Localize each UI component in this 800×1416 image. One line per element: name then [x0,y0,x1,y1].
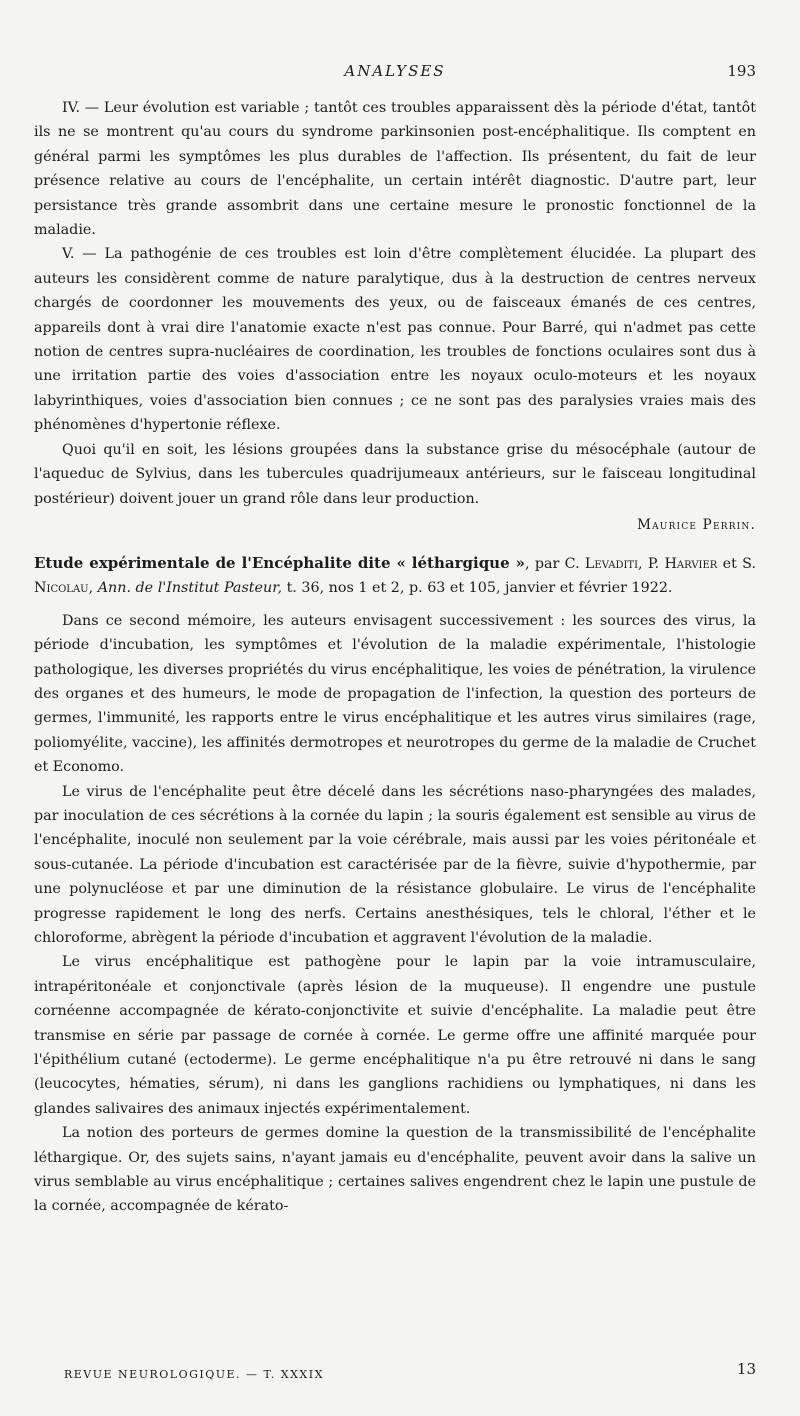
page-number: 193 [727,62,756,80]
author-nicolau: S. Nicolau, [34,555,756,597]
author-levaditi: C. Levaditi, [564,555,643,572]
paragraph-iv: IV. — Leur évolution est variable ; tantôt ces troubles apparaissent dès la période d'état, tantôt ils ne se montrent qu'au cours du syndrome parkinsonien post-encéphalitique. Ils comptent en général parmi les symptômes les plus durables de l'affection. Ils présentent, du fait de leur présence relative au cours de l'encéphalite, un certain intérêt diagnostic. D'autre part, leur persistance très grande assombrit dans une certaine mesure le pronostic fonctionnel de la maladie. [34,100,756,239]
abstract-paragraph-2: Le virus de l'encéphalite peut être décelé dans les sécrétions naso-pharyngées des malades, par inoculation de ces sécrétions à la cornée du lapin ; la souris également est sensible au virus de l'encéphalite, inoculé non seulement par la voie cérébrale, mais aussi par les voies péritonéale et sous-cutanée. La période d'incubation est caractérisée par de la fièvre, suivie d'hypothermie, par une polynucléose et par une diminution de la résistance globulaire. Le virus de l'encéphalite progresse rapidement le long des nerfs. Certains anesthésiques, tels le chloral, l'éther et le chloroforme, abrègent la période d'incubation et aggravent l'évolution de la maladie. [34,783,756,946]
page [34,0,756,1416]
abstract-paragraph-4: La notion des porteurs de germes domine la question de la transmissibilité de l'encéphalite léthargique. Or, des sujets sains, n'ayant jamais eu d'encéphalite, peuvent avoir dans la salive un virus semblable au virus encéphalitique ; certaines salives engendrent chez le lapin une pustule de la cornée, accompagnée de kérato- [34,1125,756,1215]
signature-mark: 13 [736,1360,756,1378]
journal-footer: REVUE NEUROLOGIQUE. — T. XXXIX [64,1368,324,1381]
running-title: ANALYSES [344,62,446,80]
journal-name: Ann. de l'Institut Pasteur, [97,580,283,597]
review-signature: Maurice Perrin. [637,516,756,533]
running-header [34,0,756,96]
citation-details: t. 36, nos 1 et 2, p. 63 et 105, janvier et février 1922. [286,580,673,597]
abstract-paragraph-3: Le virus encéphalitique est pathogène pour le lapin par la voie intramusculaire, intrapéritonéale et conjonctivale (après lésion de la muqueuse). Il engendre une pustule cornéenne accompagnée de kérato-conjonctivite et suivie d'encéphalite. La maladie peut être transmise en série par passage de cornée à cornée. Le germe offre une affinité marquée pour l'épithélium cutané (ectoderme). Le germe encéphalitique n'a pu être retrouvé ni dans le sang (leucocytes, hématies, sérum), ni dans les ganglions rachidiens ou lymphatiques, ni dans les glandes salivaires des animaux injectés expérimentalement. [34,954,756,1117]
author-harvier: P. Harvier [647,555,718,572]
abstract-paragraph-1: Dans ce second mémoire, les auteurs envisagent successivement : les sources des virus, la période d'incubation, les symptômes et l'évolution de la maladie expérimentale, l'histologie pathologique, les diverses propriétés du virus encéphalitique, les voies de pénétration, la virulence des organes et des humeurs, le mode de propagation de l'infection, la question des porteurs de germes, l'immunité, les rapports entre le virus encéphalitique et les autres virus similaires (rage, poliomyélite, vaccine), les affinités dermotropes et neurotropes du germe de la maladie de Cruchet et Economo. [34,612,756,776]
page-footer [34,1360,756,1384]
perrin-review [34,96,756,537]
by-text: , par [524,555,560,572]
article-abstract [34,609,756,1219]
paragraph-conclusion: Quoi qu'il en soit, les lésions groupées dans la substance grise du mésocéphale (autour de l'aqueduc de Sylvius, dans les tubercules quadrijumeaux antérieurs, sur le faisceau longitudinal postérieur) doivent jouer un grand rôle dans leur production. [34,441,756,507]
and-text: et [722,555,737,572]
paragraph-v: V. — La pathogénie de ces troubles est loin d'être complètement élucidée. La plupart des auteurs les considèrent comme de nature paralytique, dus à la destruction de centres nerveux chargés de coordonner les mouvements des yeux, ou de faisceaux émanés de ces centres, appareils dont à vrai dire l'anatomie exacte n'est pas connue. Pour Barré, qui n'admet pas cette notion de centres supra-nucléaires de coordination, les troubles de fonctions oculaires sont dus à une irritation partie des voies d'association entre les noyaux oculo-moteurs et les noyaux labyrinthiques, voies d'association bien connues ; ce ne sont pas des paralysies vraies mais des phénomènes d'hypertonie réflexe. [34,246,756,434]
article-reference [34,551,756,601]
article-title: Etude expérimentale de l'Encéphalite dite « léthargique » [34,553,525,572]
